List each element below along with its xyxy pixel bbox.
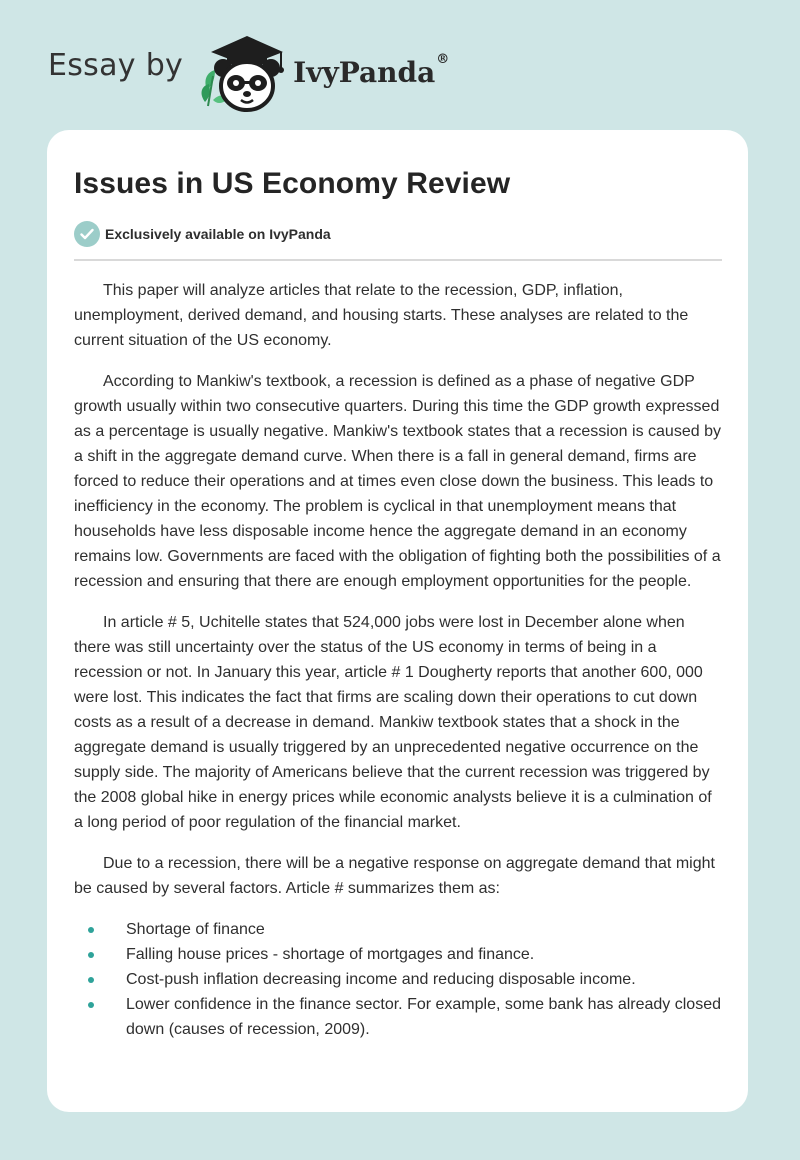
paragraph: This paper will analyze articles that relate to the recession, GDP, inflation, unemployment, derived demand, and housing starts. These analyses are related to the current situation of the US economy.	[74, 282, 689, 349]
paragraph: In article # 5, Uchitelle states that 524,000 jobs were lost in December alone when there was still uncertainty over the status of the US economy in terms of being in a recession or not. In January this year, article # 1 Dougherty reports that another 600, 000 were lost. This indicates the fact that firms are scaling down their operations to cut down costs as a result of a decrease in demand. Mankiw textbook states that a shock in the aggregate demand is usually triggered by an unprecedented negative occurrence on the supply side. The majority of Americans believe that the current recession was triggered by the 2008 global hike in energy prices while economic analysts believe it is a culmination of a long period of poor regulation of the financial market.	[74, 614, 712, 831]
list-item: Lower confidence in the finance sector. For example, some bank has already closed down (causes of recession, 2009).	[126, 992, 722, 1042]
paragraph: Due to a recession, there will be a negative response on aggregate demand that might be caused by several factors. Article # summarizes them as:	[74, 855, 715, 897]
list-item: Shortage of finance	[126, 917, 722, 942]
brand-prefix: Essay by	[48, 47, 184, 83]
causes-list	[74, 917, 722, 1042]
list-item: Cost-push inflation decreasing income and reducing disposable income.	[126, 967, 722, 992]
site-brand[interactable]	[48, 30, 449, 114]
brand-name: IvyPanda®	[293, 51, 450, 89]
list-item: Falling house prices - shortage of mortgages and finance.	[126, 942, 722, 967]
page-title: Issues in US Economy Review	[74, 167, 511, 200]
essay-body	[74, 278, 722, 901]
exclusive-badge-label: Exclusively available on IvyPanda	[105, 226, 331, 242]
paragraph: According to Mankiw's textbook, a recession is defined as a phase of negative GDP growth usually within two consecutive quarters. During this time the GDP growth expressed as a percentage is usually negative. Mankiw's textbook states that a recession is caused by a shift in the aggregate demand curve. When there is a fall in general demand, firms are forced to reduce their operations and at times even close down the business. This leads to inefficiency in the economy. The problem is cyclical in that unemployment means that households have less disposable income hence the aggregate demand in an economy remains low. Governments are faced with the obligation of fighting both the possibilities of a recession and ensuring that there are enough employment opportunities for the people.	[74, 373, 721, 590]
panda-logo-icon	[197, 30, 289, 114]
checkmark-icon	[74, 221, 100, 247]
essay-card	[47, 130, 748, 1112]
exclusive-badge	[74, 221, 722, 247]
title-divider	[74, 259, 722, 261]
